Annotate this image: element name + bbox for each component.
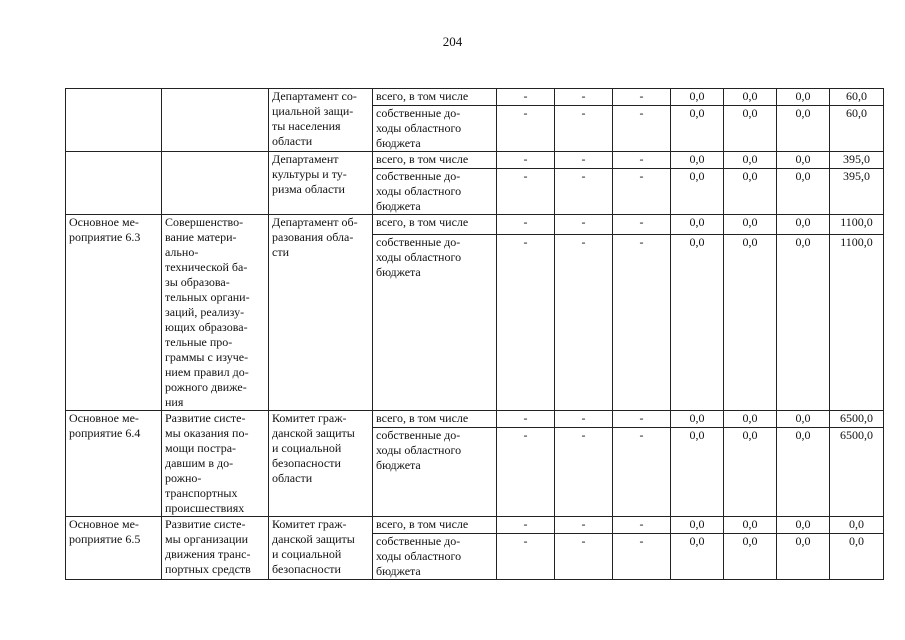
value-cell-text: 60,0 <box>846 106 867 120</box>
value-cell <box>613 428 671 517</box>
value-cell-text: 0,0 <box>689 411 705 425</box>
value-cell-text: 0,0 <box>689 169 705 183</box>
value-cell <box>830 411 884 428</box>
value-cell-text: - <box>523 411 528 425</box>
funding-source-cell-text: собственные до- ходы областного бюджета <box>376 534 462 578</box>
funding-source-cell <box>373 106 497 152</box>
value-cell <box>671 235 724 411</box>
funding-source-cell-text: всего, в том числе <box>376 215 469 229</box>
value-cell <box>555 428 613 517</box>
funding-source-cell-text: всего, в том числе <box>376 152 469 166</box>
value-cell-text: - <box>523 169 528 183</box>
value-cell-text: - <box>523 215 528 229</box>
value-cell <box>497 517 555 534</box>
value-cell-text: 0,0 <box>795 215 811 229</box>
value-cell <box>724 89 777 106</box>
value-cell <box>671 428 724 517</box>
value-cell <box>830 215 884 235</box>
value-cell <box>830 106 884 152</box>
value-cell <box>777 411 830 428</box>
value-cell <box>613 235 671 411</box>
value-cell <box>613 517 671 534</box>
value-cell <box>724 235 777 411</box>
value-cell-text: 6500,0 <box>840 411 873 425</box>
value-cell-text: - <box>639 235 644 250</box>
table-row <box>66 152 884 169</box>
funding-source-cell-text: всего, в том числе <box>376 517 469 531</box>
value-cell <box>671 89 724 106</box>
value-cell-text: 6500,0 <box>840 428 873 443</box>
value-cell-text: 0,0 <box>795 534 811 548</box>
event-code-cell <box>66 411 162 517</box>
value-cell <box>497 106 555 152</box>
value-cell-text: 0,0 <box>742 169 758 183</box>
value-cell <box>777 517 830 534</box>
value-cell-text: 0,0 <box>849 534 864 548</box>
value-cell <box>671 215 724 235</box>
value-cell-text: - <box>639 517 644 531</box>
value-cell <box>777 169 830 215</box>
event-name-cell <box>162 517 269 580</box>
value-cell-text: 0,0 <box>689 106 705 120</box>
value-cell-text: 60,0 <box>846 89 867 103</box>
value-cell <box>830 517 884 534</box>
funding-source-cell-text: собственные до- ходы областного бюджета <box>376 428 462 473</box>
event-name-cell-text: Совершенство- вание матери- ально- технической ба- зы образова- тельных органи- заций, реализу- ющих образова- тельные про- граммы с изуче- нием правил до- рожного движе- ния <box>165 215 250 409</box>
value-cell-text: 0,0 <box>742 517 758 531</box>
value-cell <box>777 534 830 580</box>
value-cell-text: 1100,0 <box>840 215 873 229</box>
value-cell <box>777 152 830 169</box>
responsible-executor-cell <box>269 215 373 411</box>
value-cell-text: 0,0 <box>689 215 705 229</box>
value-cell <box>497 235 555 411</box>
value-cell-text: 395,0 <box>843 169 870 183</box>
responsible-executor-cell-text: Комитет граж- данской защиты и социальной безопасности области <box>272 411 355 485</box>
event-code-cell <box>66 89 162 152</box>
responsible-executor-cell-text: Департамент культуры и ту- ризма области <box>272 152 347 196</box>
funding-source-cell-text: всего, в том числе <box>376 89 469 103</box>
table-row <box>66 215 884 235</box>
value-cell-text: - <box>523 534 528 548</box>
responsible-executor-cell-text: Комитет граж- данской защиты и социальной безопасности <box>272 517 355 576</box>
value-cell <box>724 152 777 169</box>
funding-source-cell <box>373 428 497 517</box>
value-cell-text: - <box>581 428 586 443</box>
value-cell-text: 0,0 <box>742 428 758 443</box>
value-cell <box>613 106 671 152</box>
value-cell <box>724 169 777 215</box>
value-cell <box>671 152 724 169</box>
value-cell-text: - <box>581 534 586 548</box>
value-cell <box>830 534 884 580</box>
value-cell <box>497 428 555 517</box>
responsible-executor-cell <box>269 89 373 152</box>
value-cell-text: 1100,0 <box>840 235 873 250</box>
value-cell-text: - <box>581 517 586 531</box>
value-cell <box>497 89 555 106</box>
value-cell <box>613 169 671 215</box>
event-code-cell-text: Основное ме- роприятие 6.4 <box>69 411 141 440</box>
value-cell <box>724 534 777 580</box>
event-name-cell-text: Развитие систе- мы оказания по- мощи постра- давшим в до- рожно- транспортных происшествиях <box>165 411 249 515</box>
value-cell <box>777 428 830 517</box>
value-cell-text: 0,0 <box>795 89 811 103</box>
value-cell <box>555 106 613 152</box>
value-cell <box>497 215 555 235</box>
value-cell-text: 0,0 <box>689 235 705 250</box>
value-cell-text: 0,0 <box>742 411 758 425</box>
event-code-cell <box>66 517 162 580</box>
value-cell-text: - <box>639 534 644 548</box>
value-cell <box>777 106 830 152</box>
responsible-executor-cell-text: Департамент об- разования обла- сти <box>272 215 358 259</box>
value-cell-text: 0,0 <box>689 89 705 103</box>
funding-source-cell-text: всего, в том числе <box>376 411 469 425</box>
event-name-cell <box>162 411 269 517</box>
value-cell <box>777 89 830 106</box>
value-cell-text: - <box>523 428 528 443</box>
value-cell-text: - <box>639 152 644 166</box>
value-cell-text: 0,0 <box>689 152 705 166</box>
value-cell <box>724 411 777 428</box>
value-cell <box>613 89 671 106</box>
funding-source-cell <box>373 215 497 235</box>
value-cell <box>613 152 671 169</box>
value-cell-text: 0,0 <box>689 517 705 531</box>
value-cell <box>613 215 671 235</box>
value-cell <box>777 235 830 411</box>
value-cell <box>671 169 724 215</box>
value-cell-text: - <box>639 169 644 183</box>
value-cell <box>613 411 671 428</box>
value-cell <box>671 517 724 534</box>
value-cell-text: 0,0 <box>742 106 758 120</box>
value-cell-text: 0,0 <box>795 152 811 166</box>
value-cell-text: - <box>581 235 586 250</box>
funding-source-cell <box>373 534 497 580</box>
event-name-cell <box>162 215 269 411</box>
value-cell <box>830 169 884 215</box>
funding-source-cell <box>373 411 497 428</box>
value-cell-text: - <box>581 169 586 183</box>
funding-source-cell <box>373 152 497 169</box>
value-cell <box>830 428 884 517</box>
table-row <box>66 89 884 106</box>
value-cell <box>555 89 613 106</box>
value-cell-text: - <box>639 411 644 425</box>
funding-source-cell-text: собственные до- ходы областного бюджета <box>376 169 462 213</box>
value-cell-text: - <box>581 89 586 103</box>
funding-source-cell <box>373 169 497 215</box>
value-cell-text: - <box>523 106 528 120</box>
budget-table <box>65 88 884 580</box>
value-cell-text: 0,0 <box>742 215 758 229</box>
value-cell <box>555 152 613 169</box>
event-name-cell-text: Развитие систе- мы организации движения транс- портных средств <box>165 517 251 576</box>
value-cell <box>724 517 777 534</box>
value-cell-text: 0,0 <box>689 534 705 548</box>
value-cell-text: 0,0 <box>795 169 811 183</box>
value-cell <box>555 235 613 411</box>
value-cell-text: - <box>523 152 528 166</box>
event-code-cell-text: Основное ме- роприятие 6.3 <box>69 215 141 244</box>
responsible-executor-cell <box>269 411 373 517</box>
value-cell <box>555 517 613 534</box>
value-cell-text: - <box>639 428 644 443</box>
responsible-executor-cell <box>269 517 373 580</box>
value-cell-text: 0,0 <box>795 428 811 443</box>
value-cell-text: - <box>581 106 586 120</box>
value-cell <box>830 89 884 106</box>
value-cell-text: - <box>581 215 586 229</box>
value-cell-text: 0,0 <box>742 89 758 103</box>
responsible-executor-cell <box>269 152 373 215</box>
value-cell-text: 0,0 <box>849 517 864 531</box>
value-cell <box>555 411 613 428</box>
value-cell-text: 0,0 <box>795 235 811 250</box>
value-cell <box>497 152 555 169</box>
funding-source-cell-text: собственные до- ходы областного бюджета <box>376 235 462 280</box>
value-cell <box>497 534 555 580</box>
value-cell <box>724 106 777 152</box>
value-cell-text: 0,0 <box>795 411 811 425</box>
event-code-cell <box>66 215 162 411</box>
table-row <box>66 411 884 428</box>
value-cell-text: 0,0 <box>742 534 758 548</box>
event-name-cell <box>162 89 269 152</box>
value-cell <box>555 215 613 235</box>
value-cell-text: 0,0 <box>689 428 705 443</box>
value-cell <box>671 106 724 152</box>
table-body <box>66 89 884 580</box>
event-code-cell-text: Основное ме- роприятие 6.5 <box>69 517 141 546</box>
value-cell <box>497 169 555 215</box>
value-cell-text: 0,0 <box>742 152 758 166</box>
funding-source-cell <box>373 235 497 411</box>
value-cell <box>671 411 724 428</box>
value-cell-text: - <box>523 517 528 531</box>
responsible-executor-cell-text: Департамент со- циальной защи- ты населения области <box>272 89 357 148</box>
value-cell <box>724 428 777 517</box>
value-cell <box>497 411 555 428</box>
funding-source-cell <box>373 517 497 534</box>
value-cell-text: - <box>581 152 586 166</box>
value-cell-text: - <box>639 89 644 103</box>
event-code-cell <box>66 152 162 215</box>
value-cell-text: 395,0 <box>843 152 870 166</box>
value-cell <box>613 534 671 580</box>
value-cell-text: - <box>639 215 644 229</box>
funding-source-cell-text: собственные до- ходы областного бюджета <box>376 106 462 150</box>
value-cell <box>777 215 830 235</box>
table-row <box>66 517 884 534</box>
value-cell-text: - <box>639 106 644 120</box>
value-cell-text: - <box>523 89 528 103</box>
event-name-cell <box>162 152 269 215</box>
value-cell <box>830 235 884 411</box>
value-cell <box>724 215 777 235</box>
value-cell-text: 0,0 <box>742 235 758 250</box>
value-cell-text: - <box>581 411 586 425</box>
value-cell-text: - <box>523 235 528 250</box>
page-number: 204 <box>442 34 463 49</box>
value-cell-text: 0,0 <box>795 517 811 531</box>
value-cell-text: 0,0 <box>795 106 811 120</box>
value-cell <box>555 169 613 215</box>
funding-source-cell <box>373 89 497 106</box>
value-cell <box>671 534 724 580</box>
value-cell <box>555 534 613 580</box>
value-cell <box>830 152 884 169</box>
